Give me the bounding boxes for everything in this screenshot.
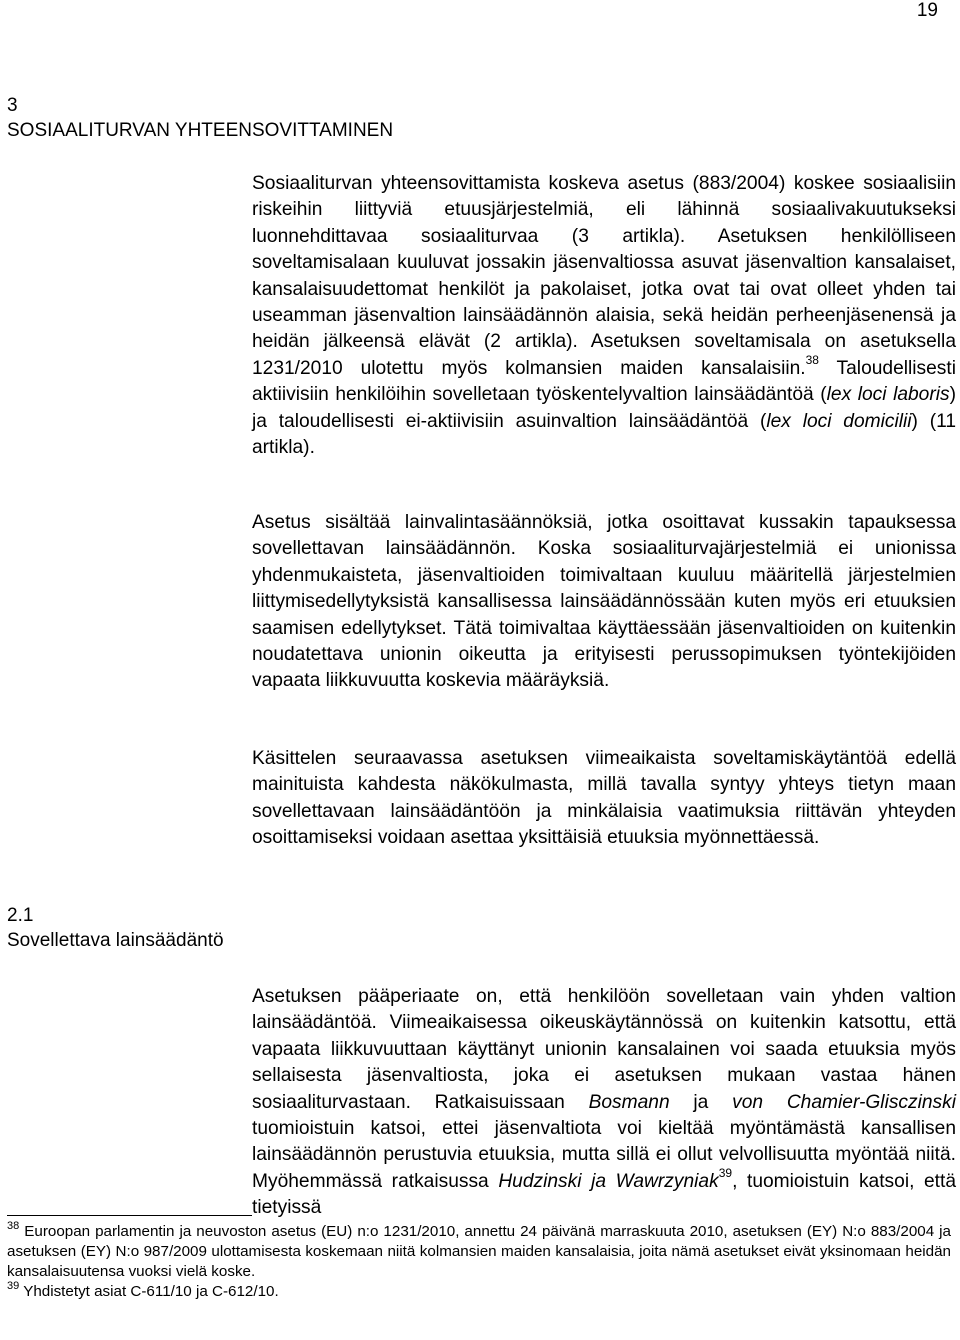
footnote-text: Yhdistetyt asiat C-611/10 ja C-612/10. [19, 1283, 279, 1300]
subsection-title: Sovellettava lainsäädäntö [7, 930, 224, 951]
text-run: ja [669, 1091, 733, 1113]
footnote [7, 1279, 951, 1302]
text-run: Taloudellisesti aktiivisiin henkilöihin sovelletaan työskentelyvaltion lainsäädäntöä ( [252, 357, 956, 406]
footnote-reference: 39 [718, 1166, 733, 1181]
paragraph-text: Käsittelen seuraavassa asetuksen viimeaikaista soveltamiskäytäntöä edellä mainituista kahdesta näkökulmasta, millä tavalla syntyy yhteys tietyn maan sovellettavaan lainsäädäntöön ja minkälaisia vaatimuksia riittävän yhteyden osoittamiseksi voidaan asettaa yksittäisiä etuuksia myönnettäessä. [252, 748, 956, 849]
footnote-number: 38 [7, 1219, 20, 1232]
text-run: ) ja taloudellisesti ei-aktiivisiin asuinvaltion lainsäädäntöä ( [252, 384, 956, 432]
body-paragraph-3 [252, 746, 956, 852]
text-run: ) (11 artikla). [252, 410, 957, 459]
case-name: von Chamier-Glisczinski [732, 1091, 956, 1113]
body-paragraph-2 [252, 510, 956, 695]
body-paragraph-1 [252, 171, 956, 461]
footnotes [7, 1219, 951, 1302]
footnote [7, 1219, 951, 1282]
footnote-text: Euroopan parlamentin ja neuvoston asetus (EU) n:o 1231/2010, annettu 24 päivänä marraskuuta 2010, asetuksen (EY) N:o 883/2004 ja asetuksen (EY) N:o 987/2009 ulottamisesta koskemaan niitä kolmansien maiden kansalaisia, joita nämä asetukset eivät yksinomaan heidän kansalaisuutensa vuoksi vielä koske. [7, 1223, 951, 1280]
section-title: SOSIAALITURVAN YHTEENSOVITTAMINEN [7, 120, 394, 141]
section-heading [7, 93, 393, 143]
subsection-number: 2.1 [7, 905, 34, 926]
section-number: 3 [7, 95, 18, 116]
footnote-separator [7, 1215, 252, 1216]
footnote-reference: 38 [805, 353, 819, 368]
text-run: Sosiaaliturvan yhteensovittamista koskeva asetus (883/2004) koskee sosiaalisiin riskeihin liittyviä etuusjärjestelmiä, eli lähinnä sosiaalivakuutukseksi luonnehdittavaa sosiaaliturvaa (3 artikla). Asetuksen henkilölliseen soveltamisalaan kuuluvat jossakin jäsenvaltiossa asuvat jäsenvaltion kansalaiset, kansalaisuudettomat henkilöt ja pakolaiset, jotka ovat tai ovat olleet yhden tai useamman jäsenvaltion lainsäädännön alaisia, sekä heidän perheenjäsenensä ja heidän jälkeensä elävät (2 artikla). Asetuksen soveltamisala on asetuksella 1231/2010 ulotettu myös kolmansien maiden kansalaisiin. [252, 173, 956, 379]
subsection-heading [7, 903, 224, 953]
page-number: 19 [916, 0, 938, 21]
paragraph-text: Asetus sisältää lainvalintasäännöksiä, jotka osoittavat kussakin tapauksessa sovellettavan lainsäädännön. Koska sosiaaliturvajärjestelmiä ei unionissa yhdenmukaisteta, jäsenvaltioiden toimivaltaan kuuluu määritellä järjestelmien liittymisedellytyksistä kansallisessa lainsäädännössään kuten myös eri etuuksien saamisen edellytykset. Tätä toimivaltaa käyttäessään jäsenvaltioiden on kuitenkin noudatettava unionin oikeutta ja erityisesti perussopimuksen työntekijöiden vapaata liikkuvuutta koskevia määräyksiä. [252, 512, 956, 692]
footnote-number: 39 [7, 1279, 20, 1292]
case-name: Bosmann [588, 1091, 670, 1113]
body-paragraph-4 [252, 984, 956, 1222]
text-run: tuomioistuin katsoi, ettei jäsenvaltiota voi kieltää myöntämästä kansallisen lainsäädännön perustuvia etuuksia, mutta sillä ei ollut velvollisuutta myöntää niitä. Myöhemmässä ratkaisussa [252, 1118, 956, 1192]
text-run: Asetuksen pääperiaate on, että henkilöön sovelletaan vain yhden valtion lainsäädäntöä. Viimeaikaisessa oikeuskäytännössä on kuitenkin katsottu, että vapaata liikkuvuuttaan käyttänyt unionin kansalainen voi saada etuuksia myös sellaisesta jäsenvaltiosta, joka ei asetuksen mukaan vastaa hänen sosiaaliturvastaan. Ratkaisuissaan [252, 986, 956, 1113]
text-run: , tuomioistuin katsoi, että tietyissä [252, 1170, 957, 1219]
latin-term: lex loci laboris [826, 384, 950, 406]
latin-term: lex loci domicilii [766, 410, 912, 432]
case-name: Hudzinski ja Wawrzyniak [498, 1170, 719, 1192]
